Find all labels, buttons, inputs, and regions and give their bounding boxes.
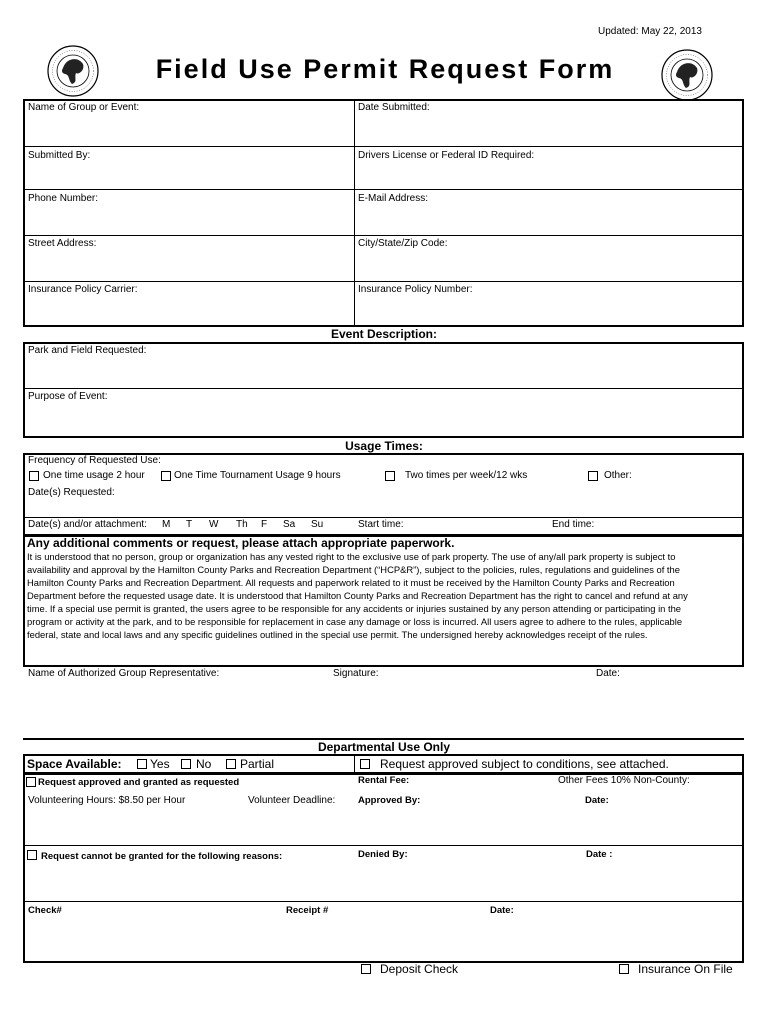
- rules-line: time. If a special use permit is granted, the users agree to be responsible for any accidents or injuries sustained by any person attending or participating in the: [27, 603, 682, 614]
- day-saturday[interactable]: Sa: [283, 519, 296, 530]
- volunteer-hours-label: Volunteering Hours: $8.50 per Hour: [28, 795, 186, 806]
- purpose-field[interactable]: Purpose of Event:: [28, 391, 108, 402]
- dept-use-heading: Departmental Use Only: [317, 740, 451, 754]
- frequency-label: Frequency of Requested Use:: [28, 455, 161, 466]
- phone-field[interactable]: Phone Number:: [28, 193, 99, 204]
- deposit-check-label: Deposit Check: [380, 962, 459, 976]
- county-logo-right: [660, 48, 714, 102]
- approved-checkbox[interactable]: [26, 777, 36, 787]
- start-time-field[interactable]: Start time:: [358, 519, 404, 530]
- dates-requested-field[interactable]: Date(s) Requested:: [28, 487, 115, 498]
- opt-other-label: Other:: [604, 470, 632, 481]
- other-fees-field[interactable]: Other Fees 10% Non-County:: [558, 775, 690, 786]
- email-field[interactable]: E-Mail Address:: [358, 193, 429, 204]
- space-no-label: No: [196, 757, 212, 771]
- end-time-field[interactable]: End time:: [552, 519, 595, 530]
- opt-twice-weekly-label: Two times per week/12 wks: [405, 470, 528, 481]
- insurance-carrier-field[interactable]: Insurance Policy Carrier:: [28, 284, 138, 295]
- approved-label: Request approved and granted as requested: [38, 777, 240, 788]
- day-friday[interactable]: F: [261, 519, 268, 530]
- date-submitted-field[interactable]: Date Submitted:: [358, 102, 430, 113]
- conditions-checkbox[interactable]: [360, 759, 370, 769]
- cannot-grant-checkbox[interactable]: [27, 850, 37, 860]
- park-field-requested[interactable]: Park and Field Requested:: [28, 345, 147, 356]
- insurance-on-file-checkbox[interactable]: [619, 964, 629, 974]
- rental-fee-field[interactable]: Rental Fee:: [358, 775, 410, 786]
- county-logo-left: [46, 44, 100, 98]
- denied-date-field[interactable]: Date :: [586, 849, 613, 860]
- drivers-license-field[interactable]: Drivers License or Federal ID Required:: [358, 150, 535, 161]
- space-yes-checkbox[interactable]: [137, 759, 147, 769]
- opt-tournament-checkbox[interactable]: [161, 471, 171, 481]
- denied-by-field[interactable]: Denied By:: [358, 849, 408, 860]
- comments-heading: Any additional comments or request, please attach appropriate paperwork.: [27, 536, 455, 550]
- space-partial-label: Partial: [240, 757, 275, 771]
- signature-date-field[interactable]: Date:: [596, 668, 620, 679]
- opt-tournament-label: One Time Tournament Usage 9 hours: [174, 470, 341, 481]
- space-no-checkbox[interactable]: [181, 759, 191, 769]
- cannot-grant-label: Request cannot be granted for the following reasons:: [41, 851, 283, 862]
- day-monday[interactable]: M: [162, 519, 171, 530]
- event-description-heading: Event Description:: [330, 327, 438, 341]
- city-field[interactable]: City/State/Zip Code:: [358, 238, 448, 249]
- form-title: Field Use Permit Request Form: [155, 54, 615, 84]
- name-group-field[interactable]: Name of Group or Event:: [28, 102, 140, 113]
- rules-line: federal, state and local laws and any specific guidelines outlined in the special use permit. The undersigned hereby acknowledges receipt of the rules.: [27, 629, 648, 640]
- usage-times-heading: Usage Times:: [345, 439, 423, 453]
- space-yes-label: Yes: [150, 757, 170, 771]
- opt-other-checkbox[interactable]: [588, 471, 598, 481]
- day-wednesday[interactable]: W: [209, 519, 219, 530]
- day-tuesday[interactable]: T: [186, 519, 193, 530]
- insurance-number-field[interactable]: Insurance Policy Number:: [358, 284, 473, 295]
- day-sunday[interactable]: Su: [311, 519, 324, 530]
- approved-by-field[interactable]: Approved By:: [358, 795, 421, 806]
- opt-twice-weekly-checkbox[interactable]: [385, 471, 395, 481]
- rules-line: Department before the requested usage date. It is understood that Hamilton County Parks and Recreation Department has the right to cancel and refund at any: [27, 590, 688, 601]
- opt-one-time-label: One time usage 2 hour: [43, 470, 145, 481]
- insurance-on-file-label: Insurance On File: [638, 962, 733, 976]
- rules-line: It is understood that no person, group or organization has any vested right to the exclusive use of park property. The use of any/all park property is subject to: [27, 551, 676, 562]
- rules-line: program or activity at the park, and to be responsible for replacement in case any damage or loss is incurred. All users agree to adhere to the rules, applicable: [27, 616, 683, 627]
- approved-date-field[interactable]: Date:: [585, 795, 609, 806]
- receipt-number-field[interactable]: Receipt #: [286, 905, 329, 916]
- rules-paragraph: [27, 550, 739, 641]
- space-partial-checkbox[interactable]: [226, 759, 236, 769]
- rules-line: availability and approval by the Hamilton County Parks and Recreation Department (“HCP&R”), subject to the policies, rules, regulations and guidelines of the: [27, 564, 680, 575]
- conditions-label: Request approved subject to conditions, see attached.: [380, 757, 669, 771]
- receipt-date-field[interactable]: Date:: [490, 905, 514, 916]
- submitted-by-field[interactable]: Submitted By:: [28, 150, 91, 161]
- space-available-label: Space Available:: [27, 757, 122, 771]
- deposit-check-checkbox[interactable]: [361, 964, 371, 974]
- opt-one-time-checkbox[interactable]: [29, 471, 39, 481]
- authorized-rep-field[interactable]: Name of Authorized Group Representative:: [28, 668, 220, 679]
- rules-line: Hamilton County Parks and Recreation Department. All requests and paperwork related to it must be received by the Hamilton County Parks and Recreation: [27, 577, 675, 588]
- street-field[interactable]: Street Address:: [28, 238, 97, 249]
- updated-date: Updated: May 22, 2013: [598, 26, 702, 37]
- day-thursday[interactable]: Th: [236, 519, 248, 530]
- dates-attachment-label: Date(s) and/or attachment:: [28, 519, 147, 530]
- signature-field[interactable]: Signature:: [333, 668, 379, 679]
- check-number-field[interactable]: Check#: [28, 905, 62, 916]
- volunteer-deadline-field[interactable]: Volunteer Deadline:: [248, 795, 336, 806]
